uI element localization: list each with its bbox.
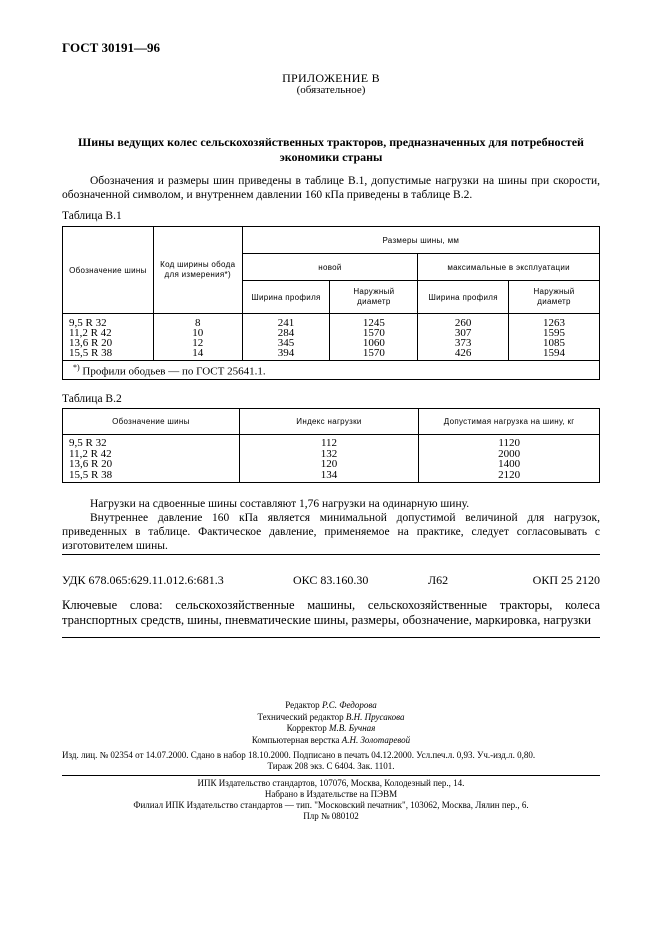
th-designation: Обозначение шины <box>63 227 154 314</box>
th-max-width: Ширина профиля <box>418 281 509 314</box>
td-new-outer: 1245 1570 1060 1570 <box>330 314 418 361</box>
th2-load: Допустимая нагрузка на шину, кг <box>419 409 600 435</box>
publisher-line3: Филиал ИПК Издательство стандартов — тип. "Московский печатник", 103062, Москва, Лялин пер., 6. <box>133 800 529 810</box>
l-code: Л62 <box>428 573 449 587</box>
th-new-width: Ширина профиля <box>242 281 330 314</box>
imprint-line1: Изд. лиц. № 02354 от 14.07.2000. Сдано в набор 18.10.2000. Подписано в печать 04.12.2000. Усл.печ.л. 0,93. Уч.-изд.л. 0,80. <box>62 750 536 760</box>
publisher-line1: ИПК Издательство стандартов, 107076, Москва, Колодезный пер., 14. <box>197 778 465 788</box>
publisher-line4: Плр № 080102 <box>303 811 359 821</box>
td-new-width: 241 284 345 394 <box>242 314 330 361</box>
section-title <box>62 135 600 165</box>
td-max-outer: 1263 1595 1085 1594 <box>509 314 600 361</box>
th-max: максимальные в эксплуатации <box>418 254 600 281</box>
table-b1 <box>62 226 600 380</box>
th-new-outer: Наружный диаметр <box>330 281 418 314</box>
td-rim-code: 8 10 12 14 <box>153 314 242 361</box>
table1-footnote <box>63 361 600 380</box>
document-header: ГОСТ 30191—96 <box>62 40 161 55</box>
intro-paragraph: Обозначения и размеры шин приведены в таблице В.1, допустимые нагрузки на шины при скорости, обозначенной символом, и внутреннем давлении 160 кПа приведены в таблице В.2. <box>62 175 600 201</box>
th-max-outer: Наружный диаметр <box>509 281 600 314</box>
td-designation: 9,5 R 32 11,2 R 42 13,6 R 20 15,5 R 38 <box>63 314 154 361</box>
table-b2 <box>62 408 600 483</box>
keywords: Ключевые слова: сельскохозяйственные машины, сельскохозяйственные тракторы, колеса транспортных средств, шины, пневматические шины, размеры, обозначение, маркировка, нагрузки <box>62 598 600 627</box>
udk-code: УДК 678.065:629.11.012.6:681.3 <box>62 573 224 587</box>
divider-top <box>62 554 600 555</box>
td2-load: 1120 2000 1400 2120 <box>419 435 600 483</box>
th-sizes: Размеры шины, мм <box>242 227 599 254</box>
oks-code: ОКС 83.160.30 <box>293 573 369 587</box>
okp-code: ОКП 25 2120 <box>532 573 600 587</box>
credit-layout: Компьютерная верстка А.Н. Золотаревой <box>251 734 411 745</box>
credit-corrector: Корректор М.В. Бучная <box>286 723 376 733</box>
th2-load-index: Индекс нагрузки <box>239 409 419 435</box>
td2-load-index: 112 132 120 134 <box>239 435 419 483</box>
section-title-line2: экономики страны <box>279 150 383 164</box>
credit-tech-editor: Технический редактор В.Н. Прусакова <box>257 711 405 722</box>
publisher-line2: Набрано в Издательстве на ПЭВМ <box>264 789 398 799</box>
th-rim-code: Код ширины обода для измерения*) <box>153 227 242 314</box>
divider-keywords <box>62 637 600 638</box>
table2-caption: Таблица В.2 <box>62 393 122 405</box>
th2-designation: Обозначение шины <box>63 409 240 435</box>
table1-caption: Таблица В.1 <box>62 210 122 222</box>
imprint-line2: Тираж 208 экз. С 6404. Зак. 1101. <box>267 761 395 771</box>
td-max-width: 260 307 373 426 <box>418 314 509 361</box>
footnote-mark: *) <box>73 362 80 372</box>
credits-block <box>62 700 600 746</box>
td2-designation: 9,5 R 32 11,2 R 42 13,6 R 20 15,5 R 38 <box>63 435 240 483</box>
appendix-title: ПРИЛОЖЕНИЕ В <box>282 71 380 85</box>
footnote-text: Профили ободьев — по ГОСТ 25641.1. <box>82 365 266 378</box>
paragraph-dual-tyres: Нагрузки на сдвоенные шины составляют 1,76 нагрузки на одинарную шину. <box>90 498 470 510</box>
appendix-subtitle: (обязательное) <box>296 84 366 96</box>
section-title-line1: Шины ведущих колес сельскохозяйственных тракторов, предназначенных для потребностей <box>78 135 584 149</box>
paragraph-pressure: Внутреннее давление 160 кПа является минимальной допустимой величиной для нагрузок, приведенных в таблице. Фактическое давление, применяемое на практике, следует согласовывать с изготовителем шины. <box>62 512 600 552</box>
th-new: новой <box>242 254 418 281</box>
divider-bottom <box>62 775 600 776</box>
credit-editor: Редактор Р.С. Федорова <box>285 700 377 710</box>
